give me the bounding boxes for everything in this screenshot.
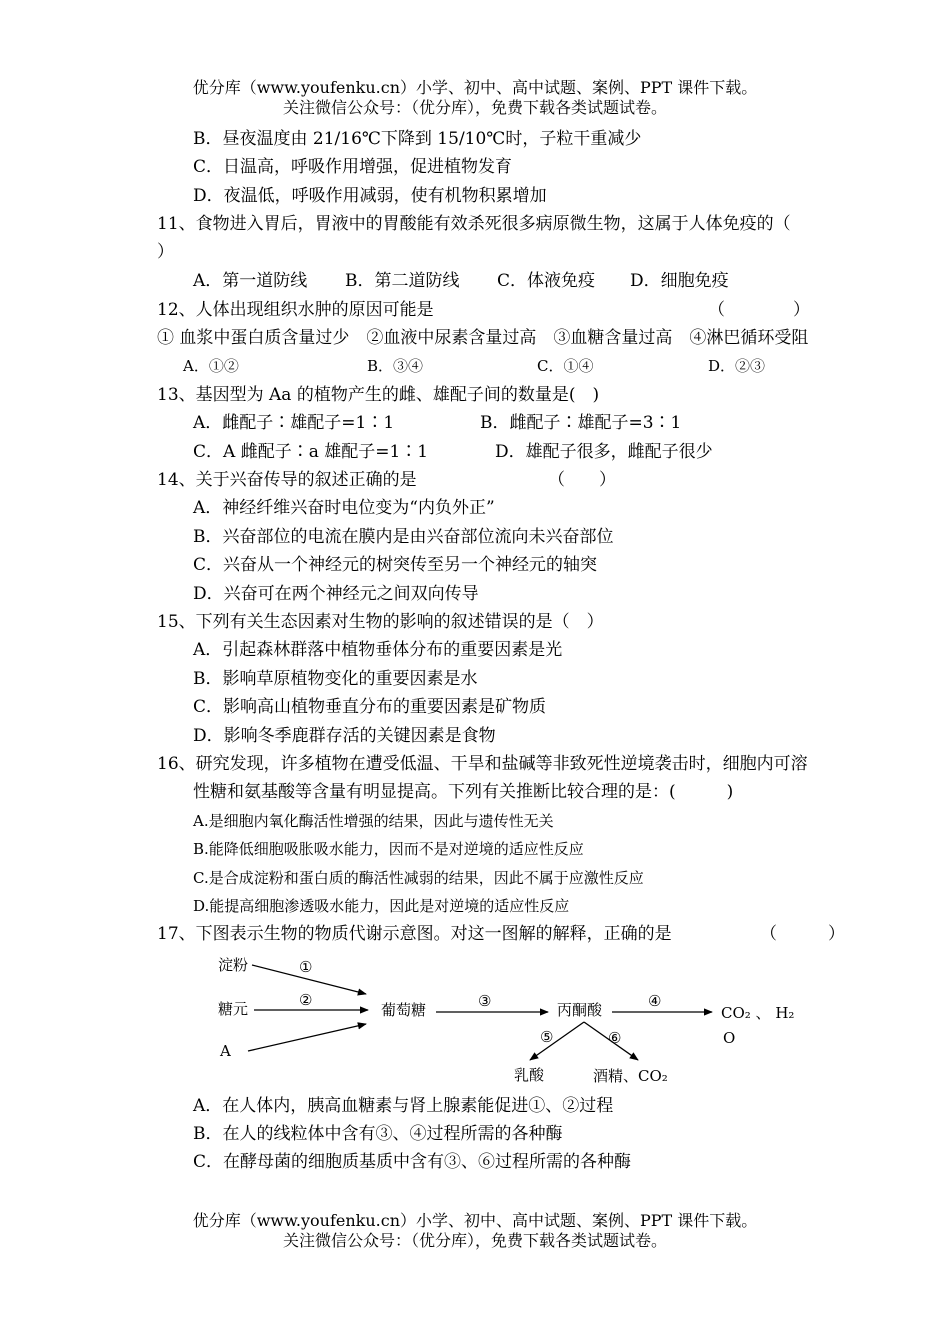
node-glycogen: 糖元 (218, 1000, 249, 1018)
q14-answer-paren: （ ） (548, 470, 616, 490)
q13-option-b: B．雌配子∶雄配子=3∶1 (480, 413, 682, 433)
q14-option-d: D．兴奋可在两个神经元之间双向传导 (193, 584, 479, 604)
node-glucose: 葡萄糖 (381, 1001, 427, 1019)
q11-option-c: C．体液免疫 (497, 271, 596, 291)
header-line-1: 优分库（www.youfenku.cn）小学、初中、高中试题、案例、PPT 课件下载。 (192, 78, 758, 97)
metabolism-diagram (200, 948, 820, 1098)
node-alcohol-co2: 酒精、CO₂ (593, 1067, 668, 1085)
node-lactic-acid: 乳酸 (514, 1066, 545, 1084)
q11-stem-line-2: ） (157, 242, 174, 262)
q12-option-c: C．①④ (537, 357, 594, 375)
q14-option-a: A．神经纤维兴奋时电位变为“内负外正” (193, 498, 495, 518)
q16-option-d: D.能提高细胞渗透吸水能力，因此是对逆境的适应性反应 (193, 897, 570, 915)
q12-stem: 12、人体出现组织水肿的原因可能是 (157, 300, 434, 320)
node-pyruvate: 丙酮酸 (557, 1001, 603, 1019)
q12-option-d: D．②③ (708, 357, 766, 375)
node-starch: 淀粉 (218, 956, 249, 974)
q14-stem: 14、关于兴奋传导的叙述正确的是 (157, 470, 417, 490)
arrow-pyruvate-to-lactic (530, 1022, 584, 1060)
q15-option-c: C．影响高山植物垂直分布的重要因素是矿物质 (193, 697, 547, 717)
label-step-5: ⑤ (540, 1028, 554, 1046)
label-step-6: ⑥ (608, 1029, 622, 1047)
q14-option-c: C．兴奋从一个神经元的树突传至另一个神经元的轴突 (193, 555, 598, 575)
q13-option-a: A．雌配子∶雄配子=1∶1 (193, 413, 395, 433)
q16-option-a: A.是细胞内氧化酶活性增强的结果，因此与遗传性无关 (193, 812, 554, 830)
q12-items: ① 血浆中蛋白质含量过少 ②血液中尿素含量过高 ③血糖含量过高 ④淋巴循环受阻 (157, 328, 809, 348)
footer-line-2: 关注微信公众号：（优分库），免费下载各类试题试卷。 (282, 1231, 667, 1250)
q11-stem-line-1: 11、食物进入胃后，胃液中的胃酸能有效杀死很多病原微生物，这属于人体免疫的（ (157, 214, 791, 234)
q17-stem: 17、下图表示生物的物质代谢示意图。对这一图解的解释，正确的是 (157, 924, 672, 944)
q17-answer-paren: （ ） (760, 924, 845, 944)
q17-option-c: C．在酵母菌的细胞质基质中含有③、⑥过程所需的各种酶 (193, 1152, 632, 1172)
q16-stem-line-2: 性糖和氨基酸等含量有明显提高。下列有关推断比较合理的是：( ) (193, 782, 734, 802)
node-a: A (220, 1042, 231, 1060)
footer-line-1: 优分库（www.youfenku.cn）小学、初中、高中试题、案例、PPT 课件下载。 (192, 1211, 758, 1230)
label-step-4: ④ (648, 992, 662, 1010)
q13-option-d: D．雄配子很多，雌配子很少 (495, 442, 713, 462)
header-line-2: 关注微信公众号：（优分库），免费下载各类试题试卷。 (282, 98, 667, 117)
q17-option-b: B．在人的线粒体中含有③、④过程所需的各种酶 (193, 1124, 563, 1144)
q14-option-b: B．兴奋部位的电流在膜内是由兴奋部位流向未兴奋部位 (193, 527, 614, 547)
q13-stem: 13、基因型为 Aa 的植物产生的雌、雄配子间的数量是( ) (157, 385, 600, 405)
node-co2-h2o-tail: O (723, 1029, 736, 1047)
arrow-a-to-glucose (248, 1024, 366, 1051)
q15-stem: 15、下列有关生态因素对生物的影响的叙述错误的是（ ） (157, 612, 604, 632)
q11-option-b: B．第二道防线 (345, 271, 460, 291)
label-step-1: ① (299, 958, 313, 976)
q16-stem-line-1: 16、研究发现，许多植物在遭受低温、干旱和盐碱等非致死性逆境袭击时，细胞内可溶 (157, 754, 808, 774)
label-step-3: ③ (478, 992, 492, 1010)
q12-option-a: A．①② (183, 357, 239, 375)
label-step-2: ② (299, 991, 313, 1009)
q15-option-a: A．引起森林群落中植物垂体分布的重要因素是光 (193, 640, 563, 660)
q11-option-d: D．细胞免疫 (630, 271, 729, 291)
node-co2-h2o: CO₂ 、 H₂ (721, 1004, 795, 1022)
q16-option-c: C.是合成淀粉和蛋白质的酶活性减弱的结果，因此不属于应激性反应 (193, 869, 644, 887)
q13-option-c: C．A 雌配子∶a 雄配子=1∶1 (193, 442, 429, 462)
q15-option-d: D．影响冬季鹿群存活的关键因素是食物 (193, 726, 496, 746)
q11-option-a: A．第一道防线 (193, 271, 308, 291)
arrow-pyruvate-to-alcohol (584, 1022, 638, 1060)
q17-option-a: A．在人体内，胰高血糖素与肾上腺素能促进①、②过程 (193, 1096, 614, 1116)
q12-option-b: B．③④ (367, 357, 424, 375)
q12-answer-paren: （ ） (708, 300, 810, 320)
q10-option-c: C．日温高，呼吸作用增强，促进植物发育 (193, 157, 513, 177)
q15-option-b: B．影响草原植物变化的重要因素是水 (193, 669, 478, 689)
q10-option-b: B．昼夜温度由 21/16℃下降到 15/10℃时，子粒干重减少 (193, 129, 642, 149)
q16-option-b: B.能降低细胞吸胀吸水能力，因而不是对逆境的适应性反应 (193, 840, 584, 858)
q10-option-d: D．夜温低，呼吸作用减弱，使有机物积累增加 (193, 186, 547, 206)
